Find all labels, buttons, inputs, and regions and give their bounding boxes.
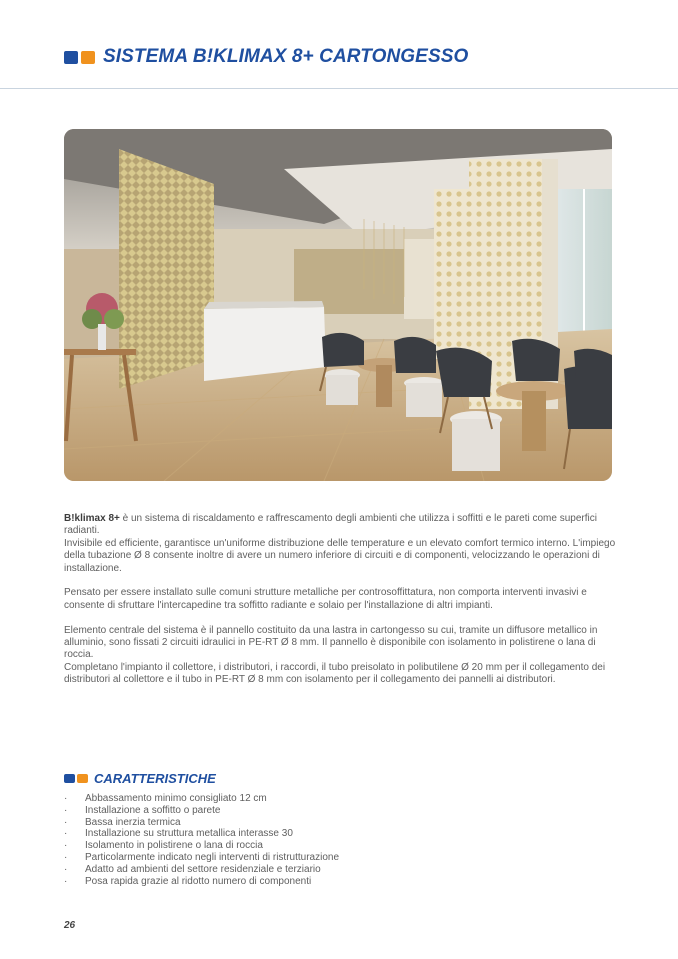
feature-text: Abbassamento minimo consigliato 12 cm: [85, 793, 267, 804]
header-divider: [0, 88, 678, 89]
bullet-icon: ·: [64, 863, 68, 875]
interior-lounge-photo: [64, 129, 612, 481]
paragraph-components: Elemento centrale del sistema è il pannello costituito da una lastra in cartongesso su cui, tramite un diffusore metallico in alluminio, sono fissati 2 circuiti idraulici in PE-RT Ø 8 mm. Il pannello è disponibile con isolamento in polistirene o lana di roccia. Completano l'impianto il collettore, i distributori, i raccordi, il tubo preisolato in polibutilene Ø 20 mm per il collegamento dei distributori al collettore e il tubo in PE-RT Ø 8 mm con isolamento per il collegamento dei pannelli ai distributori.: [64, 624, 606, 686]
feature-item: [64, 805, 339, 817]
feature-item: [64, 876, 339, 888]
features-list: [64, 793, 339, 887]
paragraph-installation: Pensato per essere installato sulle comuni strutture metalliche per controsoffittatura, non comporta interventi invasivi e consente di sfruttare l'intercapedine tra soffitto radiante e solaio per l'installazione di altri impianti.: [64, 587, 587, 611]
feature-text: Isolamento in polistirene o lana di roccia: [85, 840, 263, 852]
paragraph-intro: B!klimax 8+ è un sistema di riscaldamento e raffrescamento degli ambienti che utilizza i soffitti e le pareti come superfici radianti. Invisibile ed efficiente, garantisce un'uniforme distribuzione delle temperature e un elevato comfort termico interno. L'impiego della tubazione Ø 8 consente inoltre di avere un numero inferiore di circuiti e di componenti, velocizzando le operazioni di installazione.: [64, 513, 616, 574]
logo-square-blue-icon: [64, 774, 75, 783]
bullet-icon: ·: [64, 793, 68, 804]
bullet-icon: ·: [64, 828, 68, 840]
features-header: [64, 770, 216, 786]
page-title: SISTEMA B!KLIMAX 8+ CARTONGESSO: [103, 46, 469, 67]
logo-square-orange-icon: [77, 774, 88, 783]
feature-item: [64, 828, 339, 840]
feature-item: [64, 852, 339, 864]
feature-text: Installazione a soffitto o parete: [85, 804, 221, 816]
bullet-icon: ·: [64, 875, 68, 887]
logo-square-orange-icon: [81, 51, 95, 64]
page-number: 26: [64, 920, 76, 931]
feature-text: Installazione su struttura metallica interasse 30: [85, 828, 293, 840]
bullet-icon: ·: [64, 840, 68, 852]
feature-item: [64, 793, 339, 805]
bullet-icon: ·: [64, 816, 68, 828]
logo-square-blue-icon: [64, 51, 78, 64]
features-title: CARATTERISTICHE: [94, 770, 216, 786]
feature-text: Particolarmente indicato negli interventi di ristrutturazione: [85, 851, 340, 863]
feature-text: Posa rapida grazie al ridotto numero di componenti: [85, 875, 312, 887]
feature-item: [64, 840, 339, 852]
bullet-icon: ·: [64, 851, 68, 863]
feature-item: [64, 817, 339, 829]
feature-text: Bassa inerzia termica: [85, 816, 181, 828]
product-name: B!klimax 8+: [64, 513, 120, 524]
bullet-icon: ·: [64, 804, 68, 816]
description-text: [64, 513, 616, 699]
feature-text: Adatto ad ambienti del settore residenziale e terziario: [85, 863, 321, 875]
page-header: [64, 44, 468, 70]
feature-item: [64, 864, 339, 876]
